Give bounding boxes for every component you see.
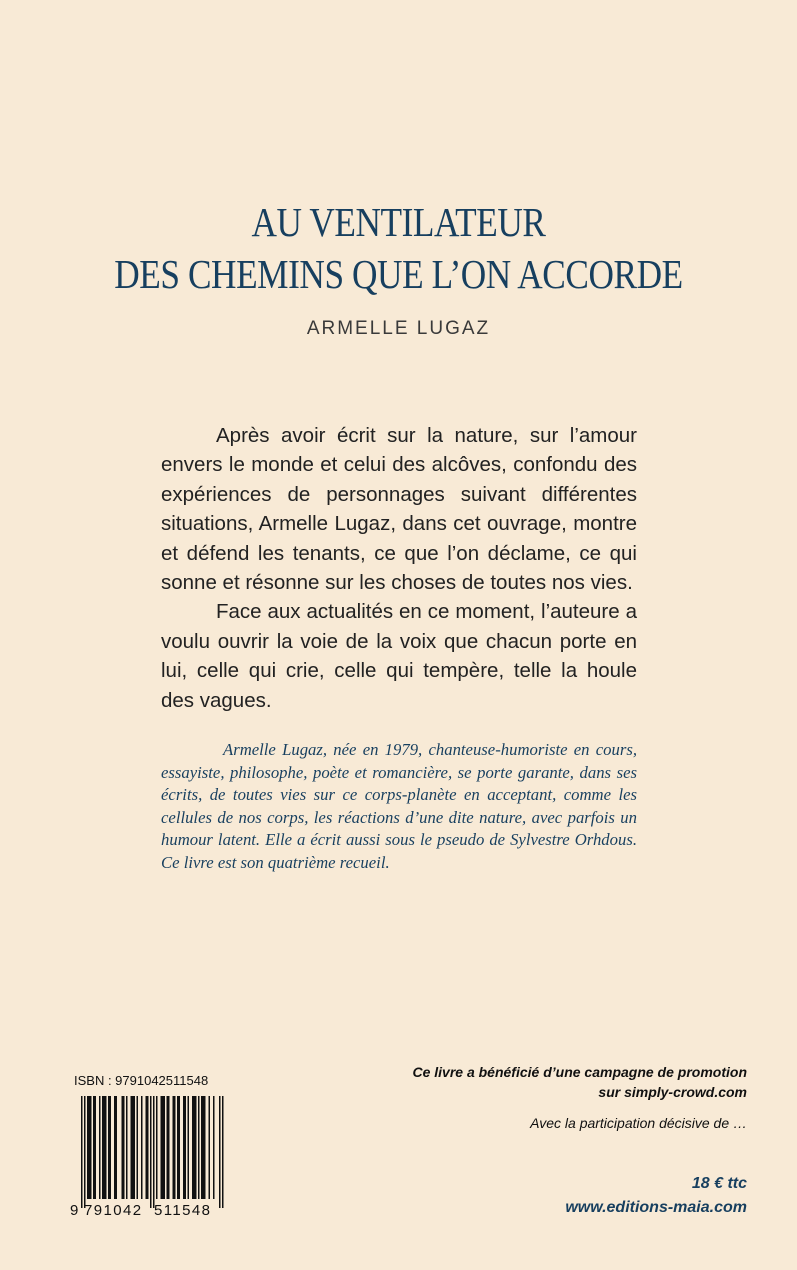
barcode-graphic [68,1094,228,1219]
barcode-bar [131,1096,133,1199]
barcode-bar [167,1096,169,1199]
barcode-bar [183,1096,185,1199]
barcode [68,1094,228,1219]
barcode-bar [161,1096,163,1199]
promotion-line-1: Ce livre a bénéficié d’une campagne de promotion [412,1064,747,1080]
barcode-bar [209,1096,211,1199]
barcode-bar [141,1096,143,1199]
book-title [56,196,741,300]
barcode-bar [132,1096,134,1199]
publisher-website: www.editions-maia.com [565,1199,747,1216]
barcode-bar [134,1096,136,1199]
barcode-bar [204,1096,206,1199]
summary-paragraph-2: Face aux actualités en ce moment, l’auteure a voulu ouvrir la voie de la voix que chacun porte en lui, celle qui crie, celle qui tempère, telle la houle des vagues. [161,600,637,712]
barcode-bar [156,1096,158,1199]
barcode-bar [222,1096,224,1208]
barcode-bar [90,1096,92,1199]
barcode-bar [104,1096,106,1199]
summary-paragraph-1: Après avoir écrit sur la nature, sur l’amour envers le monde et celui des alcôves, confondu des expériences de personnages suivant différentes situations, Armelle Lugaz, dans cet ouvrage, montre et défend les tenants, ce que l’on déclame, ce qui sonne et résonne sur les choses de toutes nos vies. [161,424,637,595]
author-name: ARMELLE LUGAZ [306,318,491,339]
barcode-bar [87,1096,89,1199]
book-summary [161,421,637,715]
author-bio [161,739,637,875]
barcode-bar [146,1096,148,1199]
barcode-bar [153,1096,155,1208]
barcode-bar [110,1096,112,1199]
promotion-line-2: sur simply-crowd.com [598,1084,747,1100]
title-line-2: DES CHEMINS QUE L’ON ACCORDE [114,251,683,297]
barcode-digit-first: 9 [70,1202,79,1219]
isbn-label: ISBN : 9791042511548 [74,1073,209,1088]
barcode-bar [122,1096,124,1199]
barcode-bar [114,1096,116,1199]
barcode-bar [168,1096,170,1199]
barcode-bar [116,1096,118,1199]
barcode-bar [89,1096,91,1199]
barcode-bar [192,1096,194,1199]
barcode-bar [93,1096,95,1199]
barcode-bar [126,1096,128,1199]
barcode-bar [150,1096,152,1208]
barcode-bar [174,1096,176,1199]
barcode-bar [123,1096,125,1199]
barcode-bar [99,1096,101,1199]
barcode-bar [147,1096,149,1199]
barcode-bar [188,1096,190,1199]
participation-note: Avec la participation décisive de … [530,1115,747,1131]
author-bio-text: Armelle Lugaz, née en 1979, chanteuse-humoriste en cours, essayiste, philosophe, poète et romancière, se porte garante, dans ses écrits, de toutes vies sur ce corps-planète en acceptant, comme les cellules de nos corps, les réactions d’une dite nature, avec parfois un humour latent. Elle a écrit aussi sous le pseudo de Sylvestre Orhdous. Ce livre est son quatrième recueil. [161,740,637,872]
barcode-bar [179,1096,181,1199]
barcode-bar [162,1096,164,1199]
barcode-bar [194,1096,196,1199]
barcode-bar [219,1096,221,1208]
barcode-bar [173,1096,175,1199]
barcode-bar [213,1096,215,1199]
barcode-bar [195,1096,197,1199]
barcode-bar [81,1096,83,1208]
barcode-digits-left: 791042 [84,1202,143,1219]
price: 18 € ttc [691,1175,747,1192]
barcode-bar [84,1096,86,1208]
title-line-1: AU VENTILATEUR [251,199,546,245]
barcode-bar [177,1096,179,1199]
barcode-bar [108,1096,110,1199]
barcode-bar [137,1096,139,1199]
barcode-bar [198,1096,200,1199]
promotion-notice [327,1062,747,1102]
barcode-bar [201,1096,203,1199]
barcode-bar [164,1096,166,1199]
barcode-bar [102,1096,104,1199]
barcode-bar [203,1096,205,1199]
barcode-bar [105,1096,107,1199]
barcode-bar [185,1096,187,1199]
barcode-digits-right: 511548 [154,1202,212,1219]
barcode-bar [95,1096,97,1199]
